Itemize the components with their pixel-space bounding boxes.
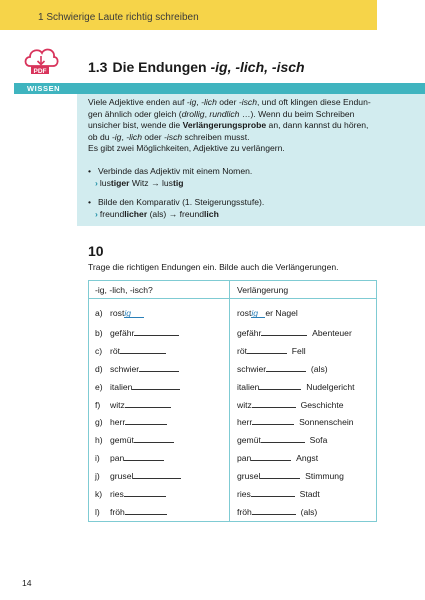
bullet-1-text: Verbinde das Adjektiv mit einem Nomen. <box>98 166 253 176</box>
table-row <box>95 380 180 392</box>
table-row-extension <box>237 308 298 318</box>
pdf-badge-label: PDF <box>33 67 47 75</box>
ending-blank[interactable] <box>125 398 171 408</box>
extension-blank[interactable] <box>251 451 291 461</box>
table-header-line <box>89 298 376 299</box>
table-row <box>95 326 179 338</box>
chapter-label: 1 Schwierige Laute richtig schreiben <box>38 12 199 23</box>
row-letter: j) <box>95 471 100 482</box>
table-row <box>95 415 167 427</box>
extension-blank[interactable] <box>247 344 287 354</box>
extension-noun: Angst <box>291 453 319 464</box>
extension-stem: röt <box>237 345 248 356</box>
row-letter: g) <box>95 417 103 428</box>
filled-ending: ig <box>251 308 259 318</box>
ending-blank[interactable] <box>134 433 174 443</box>
extension-blank[interactable] <box>266 362 306 372</box>
row-letter: i) <box>95 453 100 464</box>
chevron-right-icon: › <box>95 178 98 188</box>
ending-blank[interactable] <box>125 505 167 515</box>
extension-noun: (als) <box>295 506 318 517</box>
extension-noun: Fell <box>287 345 306 356</box>
extension-noun: Stadt <box>294 489 320 499</box>
example-1: › lustiger Witz → lustig <box>95 178 184 188</box>
extension-noun: (als) <box>306 363 328 374</box>
extension-blank[interactable] <box>261 433 305 443</box>
table-row <box>95 433 174 445</box>
table-row-extension <box>237 344 306 356</box>
table-row <box>95 487 166 499</box>
table-column-divider <box>229 281 230 521</box>
table-row <box>95 362 179 374</box>
extension-blank[interactable] <box>251 308 265 318</box>
ending-blank[interactable] <box>133 469 181 479</box>
ending-blank[interactable] <box>139 362 179 372</box>
ending-blank[interactable] <box>132 380 180 390</box>
ending-blank[interactable] <box>120 344 166 354</box>
info-line-2: gen ähnlich oder gleich (drollig, rundlich …). Wenn du beim Schreiben <box>88 108 355 119</box>
table-header-right: Verlängerung <box>237 285 289 295</box>
ending-blank[interactable] <box>124 487 166 497</box>
extension-stem: grusel <box>237 471 261 482</box>
chapter-header <box>0 0 377 30</box>
table-row <box>95 451 164 463</box>
page-number: 14 <box>22 578 32 588</box>
extension-blank[interactable] <box>251 487 295 497</box>
chevron-right-icon: › <box>95 209 98 219</box>
table-header-left: -ig, -lich, -isch? <box>95 285 153 295</box>
info-line-5: Es gibt zwei Möglichkeiten, Adjektive zu verlängern. <box>88 143 285 154</box>
word-stem: rost <box>110 308 125 318</box>
table-row-extension <box>237 326 352 338</box>
table-row <box>95 505 167 517</box>
wissen-banner <box>14 83 425 94</box>
bullet-2-text: Bilde den Komparativ (1. Steigerungsstufe). <box>98 197 265 207</box>
ending-blank[interactable] <box>124 308 144 318</box>
table-row-extension <box>237 380 355 392</box>
wissen-label: WISSEN <box>27 84 61 93</box>
extension-blank[interactable] <box>252 415 294 425</box>
row-letter: d) <box>95 363 103 374</box>
extension-stem: ries <box>237 489 251 499</box>
info-line-4: ob du -ig, -lich oder -isch schreiben musst. <box>88 131 250 142</box>
section-number: 1.3 <box>88 59 108 75</box>
extension-noun: Stimmung <box>300 471 344 482</box>
extension-blank[interactable] <box>261 326 307 336</box>
extension-blank[interactable] <box>259 380 301 390</box>
table-row-extension <box>237 451 318 463</box>
table-row-extension <box>237 433 327 445</box>
bullet-1: • Verbinde das Adjektiv mit einem Nomen. <box>88 166 253 176</box>
extension-noun: Geschichte <box>295 399 344 410</box>
ending-blank[interactable] <box>134 326 179 336</box>
table-row-extension <box>237 398 344 410</box>
row-letter: h) <box>95 435 103 446</box>
table-row <box>95 344 166 356</box>
row-letter: k) <box>95 489 103 499</box>
table-row <box>95 469 181 481</box>
extension-noun: Sofa <box>304 435 328 446</box>
extension-blank[interactable] <box>260 469 300 479</box>
info-line-1: Viele Adjektive enden auf -ig, -lich oder -isch, und oft klingen diese Endun- <box>88 97 371 107</box>
word-stem: fröh <box>110 506 125 517</box>
row-letter: l) <box>95 506 100 517</box>
row-letter: b) <box>95 327 103 338</box>
filled-ending: ig <box>124 308 132 318</box>
word-stem: röt <box>110 345 121 356</box>
extension-blank[interactable] <box>252 398 296 408</box>
table-row-extension <box>237 415 354 427</box>
table-row <box>95 398 171 410</box>
info-text <box>88 97 406 155</box>
table-row-extension <box>237 469 344 481</box>
section-title-endings: -ig, -lich, -isch <box>210 59 305 75</box>
section-title-prefix: Die Endungen <box>112 59 211 75</box>
example-2: › freundlicher (als) → freundlich <box>95 209 219 219</box>
table-row-extension <box>237 487 320 499</box>
row-letter: e) <box>95 381 103 392</box>
extension-stem: pan <box>237 453 252 464</box>
word-stem: herr <box>110 417 126 428</box>
bullet-2: • Bilde den Komparativ (1. Steigerungsstufe). <box>88 197 265 207</box>
info-line-3: unsicher bist, wende die Verlängerungsprobe an, dann kannst du hören, <box>88 120 369 131</box>
pdf-download-icon[interactable] <box>22 44 60 76</box>
table-row <box>95 308 144 318</box>
table-row-extension <box>237 362 328 374</box>
extension-blank[interactable] <box>252 505 296 515</box>
extension-stem: italien <box>237 381 260 392</box>
cloud-pdf-icon <box>22 44 60 76</box>
extension-stem: herr <box>237 417 253 428</box>
exercise-table <box>88 280 377 522</box>
table-row-extension <box>237 505 317 517</box>
extension-stem: fröh <box>237 506 252 517</box>
extension-stem: schwier <box>237 363 267 374</box>
extension-stem: rost <box>237 308 252 318</box>
ending-blank[interactable] <box>125 415 167 425</box>
word-stem: schwier <box>110 363 140 374</box>
exercise-number: 10 <box>88 243 104 259</box>
word-stem: gefähr <box>110 327 135 338</box>
word-stem: gemüt <box>110 435 134 446</box>
extension-stem: witz <box>237 399 252 410</box>
row-letter: f) <box>95 399 101 410</box>
row-letter: c) <box>95 345 103 356</box>
extension-noun: Nudelgericht <box>301 381 355 392</box>
ending-blank[interactable] <box>124 451 164 461</box>
extension-noun: Abenteuer <box>307 327 352 338</box>
word-stem: grusel <box>110 471 134 482</box>
extension-noun: Sonnenschein <box>294 417 354 428</box>
word-stem: pan <box>110 453 125 464</box>
section-title <box>88 59 305 75</box>
extension-stem: gemüt <box>237 435 261 446</box>
exercise-instruction: Trage die richtigen Endungen ein. Bilde auch die Verlängerungen. <box>88 262 339 272</box>
word-stem: italien <box>110 381 133 392</box>
word-stem: witz <box>110 399 125 410</box>
word-stem: ries <box>110 489 124 499</box>
extension-noun: er Nagel <box>265 308 298 318</box>
extension-stem: gefähr <box>237 327 262 338</box>
row-letter: a) <box>95 308 103 318</box>
